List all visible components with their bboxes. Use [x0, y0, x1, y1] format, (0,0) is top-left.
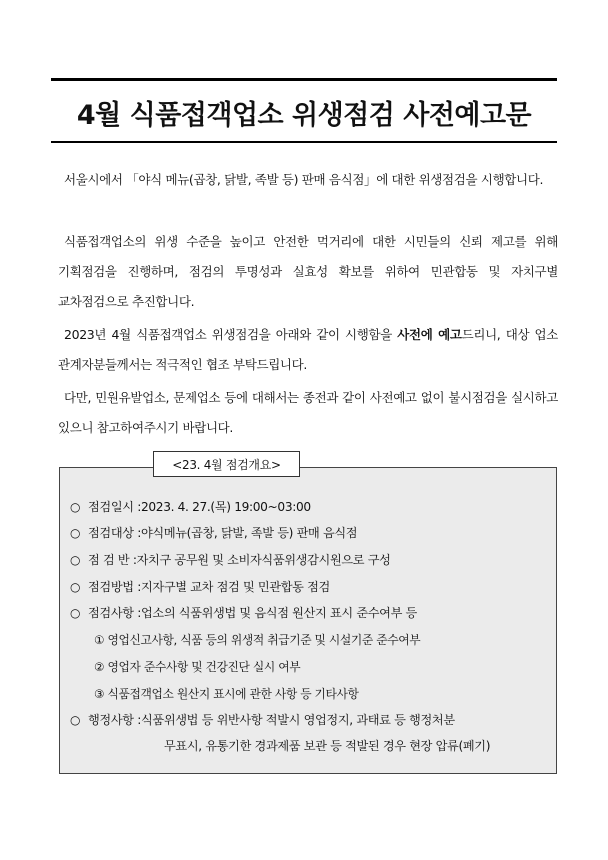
summary-box-title: <23. 4월 점검개요> — [153, 451, 300, 477]
bullet-circle: ○ — [70, 580, 81, 594]
item-value: 야식메뉴(곱창, 닭발, 족발 등) 판매 음식점 — [140, 526, 358, 540]
paragraph-exception: 다만, 민원유발업소, 문제업소 등에 대해서는 종전과 같이 사전예고 없이 불시점검을 실시하고 있으니 참고하여주시기 바랍니다. — [58, 390, 558, 435]
summary-item-admin — [70, 711, 455, 729]
page-title: 4월 식품접객업소 위생점검 사전예고문 — [76, 99, 532, 131]
bullet-circle: ○ — [70, 606, 81, 620]
summary-item-target — [70, 524, 357, 542]
item-value: 자치구 공무원 및 소비자식품위생감시원으로 구성 — [136, 553, 391, 567]
summary-item-checklist — [70, 604, 417, 622]
item-label: 행정사항 : — [88, 713, 141, 727]
item-label: 점검일시 : — [88, 500, 141, 514]
paragraph-notice — [58, 320, 558, 380]
checklist-sub-item: ① 영업신고사항, 식품 등의 위생적 취급기준 및 시설기준 준수여부 — [94, 633, 421, 647]
summary-item-team — [70, 551, 391, 569]
bullet-circle: ○ — [70, 553, 81, 567]
item-label: 점 검 반 : — [88, 553, 137, 567]
item-label: 점검사항 : — [88, 606, 141, 620]
bullet-circle: ○ — [70, 500, 81, 514]
checklist-sub-item: ③ 식품접객업소 원산지 표시에 관한 사항 등 기타사항 — [94, 687, 359, 701]
title-top-rule — [51, 78, 557, 81]
item-value: 2023. 4. 27.(목) 19:00~03:00 — [140, 500, 311, 514]
notice-emphasis: 사전에 예고 — [397, 327, 462, 342]
bullet-circle: ○ — [70, 713, 81, 727]
item-value: 식품위생법 등 위반사항 적발시 영업정지, 과태료 등 행정처분 — [140, 713, 455, 727]
checklist-sub-item: ② 영업자 준수사항 및 건강진단 실시 여부 — [94, 660, 301, 674]
bullet-circle: ○ — [70, 526, 81, 540]
paragraph-intro: 서울시에서 「야식 메뉴(곱창, 닭발, 족발 등) 판매 음식점」에 대한 위생점검을 시행합니다. — [64, 172, 544, 187]
item-label: 점검대상 : — [88, 526, 141, 540]
summary-item-datetime — [70, 498, 311, 516]
title-bottom-rule — [51, 141, 557, 143]
summary-item-method — [70, 578, 330, 596]
notice-text-end: 드리니, 대상 업소 관계자분들께서는 적극적인 협조 부탁드립니다. — [58, 327, 558, 372]
notice-text-start: 2023년 4월 식품접객업소 위생점검을 아래와 같이 시행함을 — [64, 327, 398, 342]
item-value: 업소의 식품위생법 및 음식점 원산지 표시 준수여부 등 — [140, 606, 417, 620]
paragraph-purpose: 식품접객업소의 위생 수준을 높이고 안전한 먹거리에 대한 시민들의 신뢰 제고를 위해 기획점검을 진행하며, 점검의 투명성과 실효성 확보를 위하여 민관합동 및 자치구별 교차점검으로 추진합니다. — [58, 234, 558, 309]
admin-item-continuation: 무표시, 유통기한 경과제품 보관 등 적발된 경우 현장 압류(폐기) — [164, 739, 491, 753]
item-label: 점검방법 : — [88, 580, 141, 594]
item-value: 지자구별 교차 점검 및 민관합동 점검 — [140, 580, 330, 594]
